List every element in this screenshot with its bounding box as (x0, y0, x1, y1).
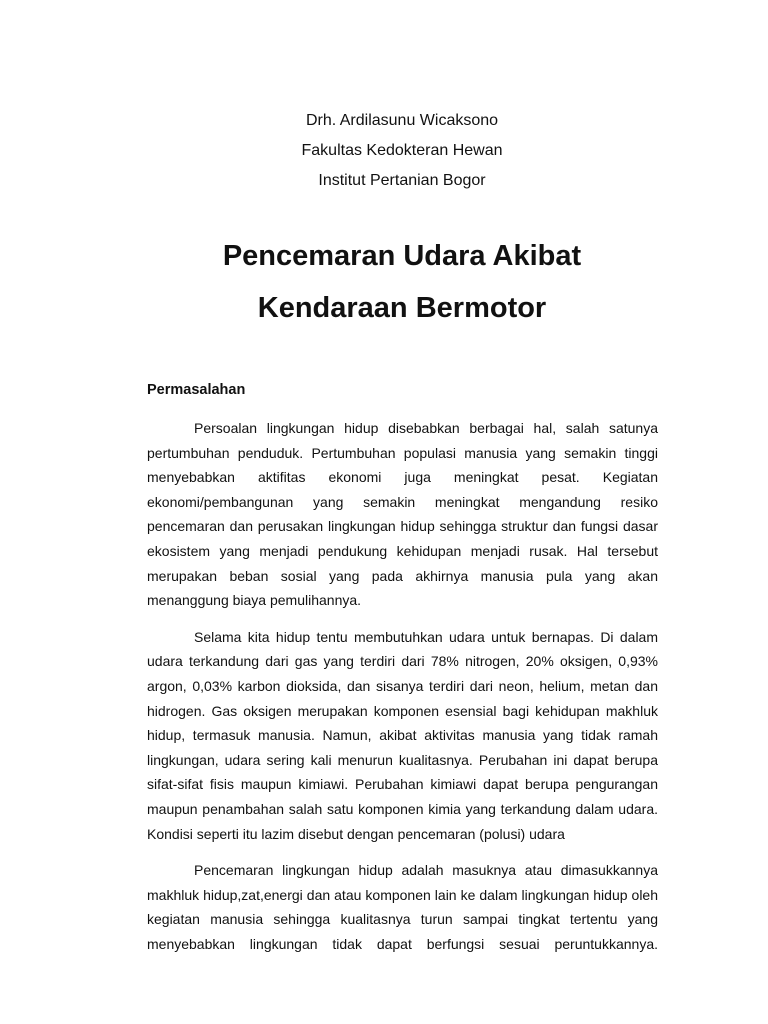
title-line-2: Kendaraan Bermotor (257, 292, 547, 324)
author-name: Drh. Ardilasunu Wicaksono (305, 112, 499, 129)
author-block (0, 106, 768, 196)
author-institution: Institut Pertanian Bogor (318, 172, 486, 189)
paragraph: Pencemaran lingkungan hidup adalah masuknya atau dimasukkannya makhluk hidup,zat,energi dan atau komponen lain ke dalam lingkungan hidup oleh kegiatan manusia sehingga kualitasnya turun sampai tingkat tertentu yang menyebabkan lingkungan tidak dapat berfungsi sesuai peruntukkannya. (147, 862, 658, 952)
section-body (147, 416, 658, 956)
section-heading: Permasalahan (147, 382, 246, 398)
document-title (0, 230, 768, 334)
paragraph: Persoalan lingkungan hidup disebabkan berbagai hal, salah satunya pertumbuhan penduduk. Pertumbuhan populasi manusia yang semakin tinggi menyebabkan aktifitas ekonomi juga meningkat pesat. Kegiatan ekonomi/pembangunan yang semakin meningkat mengandung resiko pencemaran dan perusakan lingkungan hidup sehingga struktur dan fungsi dasar ekosistem yang menjadi pendukung kehidupan menjadi rusak. Hal tersebut merupakan beban sosial yang pada akhirnya manusia pula yang akan menanggung biaya pemulihannya. (147, 420, 658, 609)
author-faculty: Fakultas Kedokteran Hewan (301, 142, 503, 159)
title-line-1: Pencemaran Udara Akibat (222, 240, 582, 272)
paragraph: Selama kita hidup tentu membutuhkan udara untuk bernapas. Di dalam udara terkandung dari gas yang terdiri dari 78% nitrogen, 20% oksigen, 0,93% argon, 0,03% karbon dioksida, dan sisanya terdiri dari neon, helium, metan dan hidrogen. Gas oksigen merupakan komponen esensial bagi kehidupan makhluk hidup, termasuk manusia. Namun, akibat aktivitas manusia yang tidak ramah lingkungan, udara sering kali menurun kualitasnya. Perubahan ini dapat berupa sifat-sifat fisis maupun kimiawi. Perubahan kimiawi dapat berupa pengurangan maupun penambahan salah satu komponen kimia yang terkandung dalam udara. Kondisi seperti itu lazim disebut dengan pencemaran (polusi) udara (147, 628, 658, 842)
